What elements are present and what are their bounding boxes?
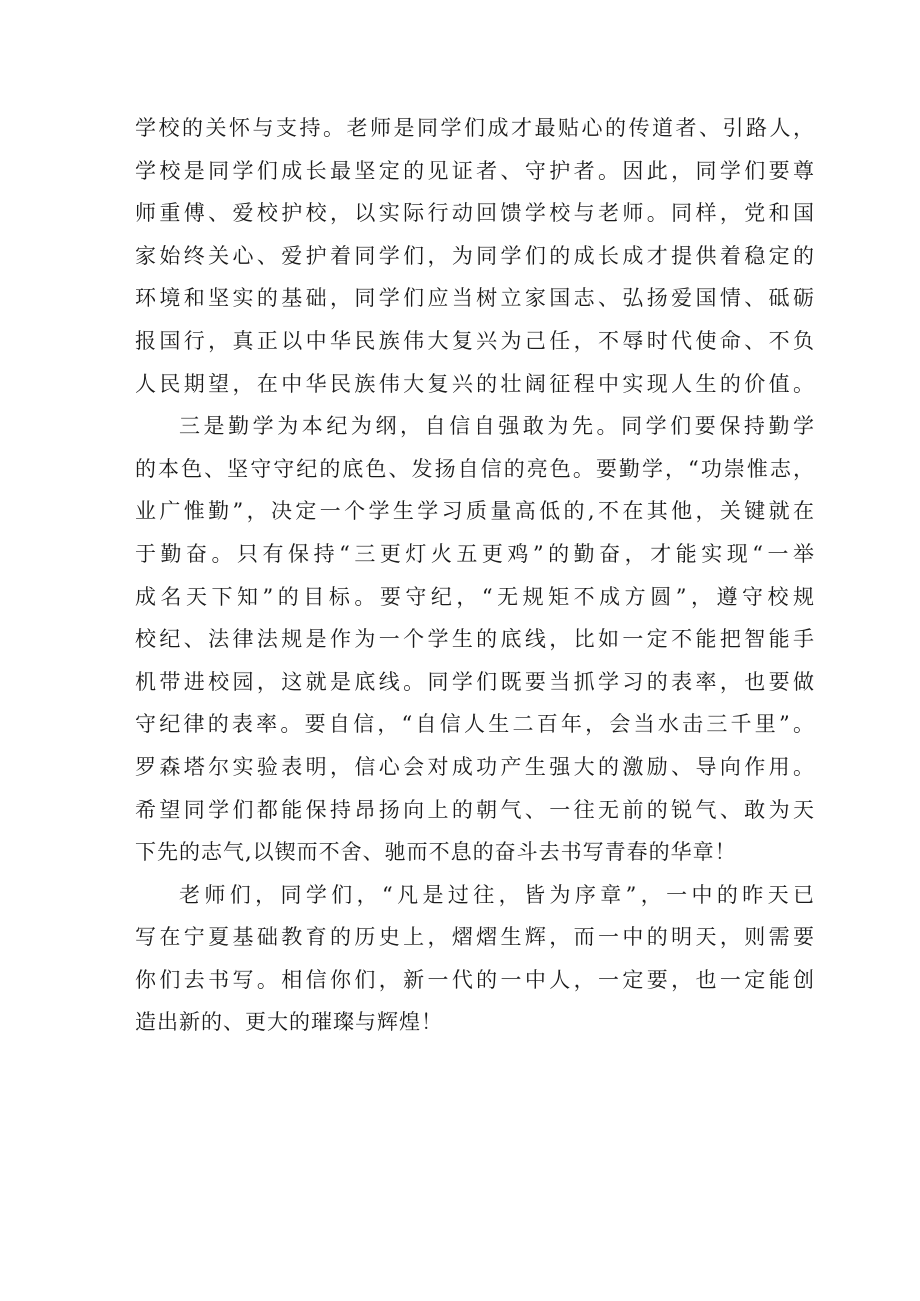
text-line: 成名天下知”的目标。要守纪，“无规矩不成方圆”，遵守校规	[135, 584, 815, 609]
text-line: 你们去书写。相信你们，新一代的一中人，一定要，也一定能创	[135, 967, 815, 992]
paragraph-3	[135, 874, 815, 1044]
paragraph-1	[135, 107, 815, 405]
text-line: 业广惟勤”，决定一个学生学习质量高低的,不在其他，关键就在	[135, 499, 815, 524]
text-line: 报国行，真正以中华民族伟大复兴为己任，不辱时代使命、不负	[135, 328, 815, 353]
text-line: 的本色、坚守守纪的底色、发扬自信的亮色。要勤学，“功崇惟志，	[135, 456, 815, 481]
text-line: 守纪律的表率。要自信，“自信人生二百年，会当水击三千里”。	[135, 712, 815, 737]
paragraph-2	[135, 405, 815, 874]
text-line: 学校的关怀与支持。老师是同学们成才最贴心的传道者、引路人，	[135, 116, 815, 140]
text-line: 环境和坚实的基础，同学们应当树立家国志、弘扬爱国情、砥砺	[135, 286, 815, 311]
text-line: 学校是同学们成长最坚定的见证者、守护者。因此，同学们要尊	[135, 158, 815, 183]
text-line: 希望同学们都能保持昂扬向上的朝气、一往无前的锐气、敢为天	[135, 797, 815, 822]
text-line: 人民期望，在中华民族伟大复兴的壮阔征程中实现人生的价值。	[135, 371, 815, 396]
text-line: 写在宁夏基础教育的历史上，熠熠生辉，而一中的明天，则需要	[135, 925, 815, 950]
text-line: 于勤奋。只有保持“三更灯火五更鸡”的勤奋，才能实现“一举	[135, 541, 815, 566]
text-line: 校纪、法律法规是作为一个学生的底线，比如一定不能把智能手	[135, 627, 815, 652]
text-line: 老师们，同学们，“凡是过往，皆为序章”，一中的昨天已	[179, 882, 815, 907]
document-body	[135, 107, 815, 1044]
text-line: 机带进校园，这就是底线。同学们既要当抓学习的表率，也要做	[135, 669, 815, 694]
text-line: 家始终关心、爱护着同学们，为同学们的成长成才提供着稳定的	[135, 243, 815, 268]
text-line: 下先的志气,以锲而不舍、驰而不息的奋斗去书写青春的华章！	[135, 840, 737, 865]
text-line: 罗森塔尔实验表明，信心会对成功产生强大的激励、导向作用。	[135, 754, 815, 779]
text-line: 造出新的、更大的璀璨与辉煌！	[135, 1010, 443, 1035]
text-line: 三是勤学为本纪为纲，自信自强敢为先。同学们要保持勤学	[179, 414, 815, 439]
text-line: 师重傅、爱校护校，以实际行动回馈学校与老师。同样，党和国	[135, 201, 815, 226]
